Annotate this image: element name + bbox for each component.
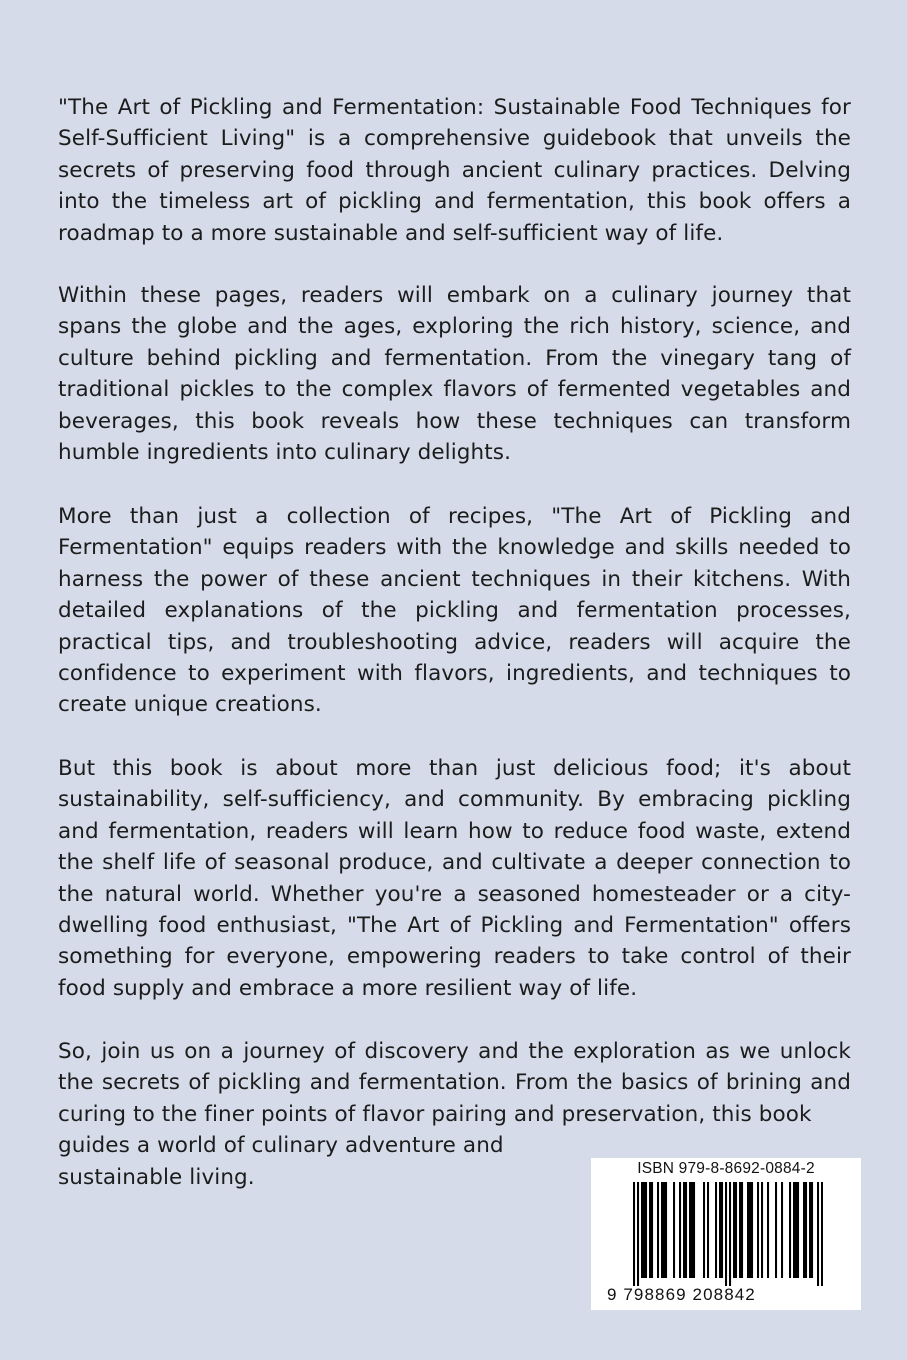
- barcode-bar: [683, 1182, 685, 1278]
- barcode-bar: [741, 1182, 743, 1278]
- barcode-bar: [747, 1182, 749, 1278]
- isbn-barcode-box: [591, 1158, 861, 1310]
- barcode-bar: [805, 1182, 807, 1278]
- barcode-bar: [633, 1182, 635, 1286]
- barcode-bar: [729, 1182, 731, 1286]
- barcode-bar: [719, 1182, 721, 1278]
- barcode-bar: [781, 1182, 783, 1278]
- barcode-bar: [809, 1182, 811, 1278]
- barcode-bar: [721, 1182, 723, 1278]
- barcode-bar: [761, 1182, 763, 1278]
- barcode-bar: [725, 1182, 727, 1286]
- barcode-bar: [685, 1182, 687, 1278]
- barcode-bar: [733, 1182, 735, 1278]
- barcode-bar: [767, 1182, 769, 1278]
- blurb-paragraph-3: More than just a collection of recipes, "The Art of Pickling and Fermentation" equips readers with the knowledge and skills needed to harness the power of these ancient techniques in their kitchens. With detailed explanations of the pickling and fermentation processes, practical tips, and troubleshooting advice, readers will acquire the confidence to experiment with flavors, ingredients, and techniques to create unique creations.: [58, 504, 851, 718]
- barcode-bar: [665, 1182, 667, 1278]
- barcode-bar: [757, 1182, 759, 1278]
- barcode-bar: [811, 1182, 813, 1278]
- blurb-closing-line-2: sustainable living.: [58, 1164, 255, 1190]
- barcode-bar: [663, 1182, 665, 1278]
- barcode-bar: [641, 1182, 643, 1278]
- barcode-bar: [693, 1182, 695, 1278]
- barcode-bars: [633, 1182, 823, 1286]
- barcode-bar: [649, 1182, 651, 1278]
- barcode-bar: [735, 1182, 737, 1278]
- barcode-bar: [775, 1182, 777, 1278]
- barcode-bar: [691, 1182, 693, 1278]
- blurb-paragraph-1: "The Art of Pickling and Fermentation: Sustainable Food Techniques for Self-Sufficient Living" is a comprehensive guidebook that unveils the secrets of preserving food through ancient culinary practices. Delving into the timeless art of pickling and fermentation, this book offers a roadmap to a more sustainable and self-sufficient way of life.: [58, 95, 851, 246]
- barcode-bar: [715, 1182, 717, 1278]
- barcode-bar: [817, 1182, 819, 1286]
- barcode-bar: [751, 1182, 753, 1278]
- barcode-bar: [821, 1182, 823, 1286]
- barcode-bar: [679, 1182, 681, 1278]
- barcode-digits: 9 798869 208842: [607, 1285, 756, 1304]
- barcode-bar: [643, 1182, 645, 1278]
- barcode-bar: [703, 1182, 705, 1278]
- barcode-bar: [661, 1182, 663, 1278]
- blurb-paragraph-2: Within these pages, readers will embark on a culinary journey that spans the globe and the ages, exploring the rich history, science, and culture behind pickling and fermentation. From the vinegary tang of traditional pickles to the complex flavors of fermented vegetables and beverages, this book reveals how these techniques can transform humble ingredients into culinary delights.: [58, 283, 851, 466]
- barcode-bar: [739, 1182, 741, 1278]
- barcode-bar: [797, 1182, 799, 1278]
- barcode-bar: [645, 1182, 647, 1278]
- barcode-bar: [803, 1182, 805, 1278]
- barcode-bar: [689, 1182, 691, 1278]
- blurb-closing-line-1: guides a world of culinary adventure and: [58, 1133, 504, 1159]
- barcode-bar: [707, 1182, 709, 1278]
- isbn-label: ISBN 979-8-8692-0884-2: [637, 1160, 815, 1177]
- barcode-bar: [657, 1182, 659, 1278]
- blurb-paragraph-4: But this book is about more than just delicious food; it's about sustainability, self-sufficiency, and community. By embracing pickling and fermentation, readers will learn how to reduce food waste, extend the shelf life of seasonal produce, and cultivate a deeper connection to the natural world. Whether you're a seasoned homesteader or a city-dwelling food enthusiast, "The Art of Pickling and Fermentation" offers something for everyone, empowering readers to take control of their food supply and embrace a more resilient way of life.: [58, 756, 851, 1001]
- barcode-bar: [789, 1182, 791, 1278]
- barcode-bar: [651, 1182, 653, 1278]
- blurb-paragraph-5-text: So, join us on a journey of discovery and the exploration as we unlock the secrets of pickling and fermentation. From the basics of brining and curing to the finer points of flavor pairing and preservation, this book: [58, 1039, 851, 1127]
- barcode-bar: [673, 1182, 675, 1278]
- barcode-bar: [795, 1182, 797, 1278]
- barcode-bar: [749, 1182, 751, 1278]
- barcode-bar: [637, 1182, 639, 1286]
- barcode-bar: [793, 1182, 795, 1278]
